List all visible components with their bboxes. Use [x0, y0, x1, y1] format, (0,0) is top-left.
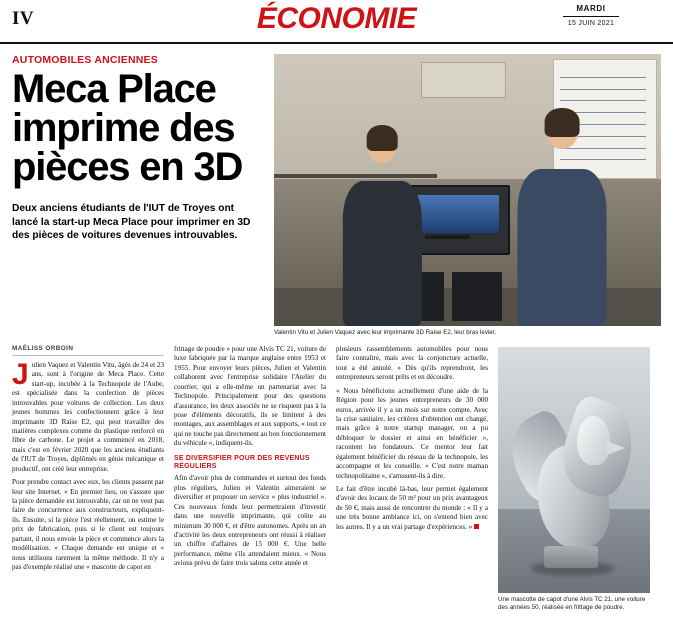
body-column-1 [12, 345, 164, 612]
secondary-photo-column [498, 347, 650, 612]
person-hair [367, 125, 398, 151]
section-title: ÉCONOMIE [256, 2, 417, 35]
paragraph: « Nous bénéficions actuellement d'une aide de la Région pour les jeunes entrepreneurs de 30 000 euros, arrivée il y a un mois sur notre compte. Avec la crise sanitaire, les critères d'obtention ont changé, mais grâce à notre startup manager, on a pu débloquer le dossier et ainsi en bénéficier », racontent les fondateurs. Ce mentor leur fait également bénéficier du réseau de la technopole, les accompagne et les conseille. « C'est notre maman technopolitaine », s'amusent-ils à dire. [336, 386, 488, 480]
article-standfirst: Deux anciens étudiants de l'IUT de Troyes ont lancé la start-up Meca Place pour imprimer en 3D des pièces de voitures devenues introuvables. [12, 203, 251, 242]
person-torso [343, 181, 421, 326]
sub-headline: SE DIVERSIFIER POUR DES REVENUS RÉGULIERS [174, 454, 310, 471]
photo-equipment-right [452, 272, 502, 321]
photo-person-right [514, 108, 611, 326]
main-photo-column [274, 54, 661, 337]
drop-cap: J [12, 358, 29, 392]
person-torso [518, 169, 607, 326]
paragraph: Afin d'avoir plus de commandes et surtout des fonds plus réguliers, Julien et Valentin aimeraient se diversifier et proposer un service « plus industriel ». Ces nouveaux fonds leur permettraient d'investir dans une nouvelle imprimante, qui coûte au minimum 30 000 €, et d'être autonomes. Après un an d'activité les deux entrepreneurs ont réussi à réaliser un chiffre d'affaires de 15 000 €. Une belle performance, même s'ils attendaient mieux. « Nous avions prévu de faire trois salons cette année et [174, 474, 326, 568]
body-column-3 [336, 345, 488, 612]
main-photo-caption: Valentin Vitu et Julien Vaquez avec leur imprimante 3D Raise E2, leur bras levier. [274, 329, 497, 336]
page-number: IV [12, 8, 35, 29]
paragraph: plusieurs rassemblements automobiles pour nous faire connaître, mais avec la conjoncture actuelle, tout a été annulé. » Dès qu'ils reprendront, les entrepreneurs seront prêts et en découdre. [336, 345, 488, 382]
body-column-2 [174, 345, 326, 612]
paragraph-text: Le fait d'être incubé là-bas, leur permet également d'avoir des locaux de 50 m² pour un prix avantageux de 50 €, mais aussi de rencontrer du monde : « Il y a une très bonne ambiance ici, on s'entend bien avec les autres. Il y a un vrai partage d'expériences. » [336, 484, 488, 531]
eagle-photo-caption: Une mascotte de capot d'une Alvis TC 21, une voiture des années 50, réalisée en frittage de poudre. [498, 596, 646, 612]
printer-base [425, 235, 470, 239]
photo-person-left [340, 125, 425, 326]
article-kicker: AUTOMOBILES ANCIENNES [12, 54, 158, 66]
main-photo [274, 54, 661, 326]
article-header-area [0, 44, 673, 337]
eagle-base [544, 546, 599, 568]
paragraph-text: ulien Vaquez et Valentin Vitu, âgés de 24 et 23 ans, sont à l'origine de Meca Place. Cette start-up, incubée à la Technopole de l'Aube, est spécialisée dans la confection de pièces introuvables pour voitures de collection. Les deux jeunes hommes les confectionnent grâce à leur imprimante 3D Raise E2, qui peut travailler des matières complexes comme du plastique renforcé en fibre de carbone. Le projet a commencé en 2018, mais c'est en février 2020 que les anciens étudiants de l'IUT de Troyes, diplômés en génie mécanique et productif, ont créé leur entreprise. [12, 361, 164, 473]
photo-poster [421, 62, 506, 97]
article-body [0, 337, 673, 612]
masthead [0, 0, 673, 44]
person-hair [545, 108, 580, 136]
page-title: Meca Place imprime des pièces en 3D [12, 67, 243, 189]
eagle-head [577, 416, 610, 465]
byline: MAËLISS ORBOIN [12, 345, 164, 356]
headline-column [12, 54, 262, 337]
eagle-beak [607, 441, 625, 455]
date-full: 15 JUIN 2021 [567, 20, 615, 27]
date-day: MARDI [576, 4, 606, 13]
paragraph: frittage de poudre » pour une Alvis TC 21, voiture de luxe fabriquée par la marque anglaise entre 1953 et 1955. Pour envoyer leurs pièces, Julien et Valentin collaborent avec l'entreprise solidaire l'Atelier du courrier, qui a elle-même un partenariat avec la Technopole. Principalement pour des questions d'assurance, les deux associés ne se risquent pas à la pose d'éléments décoratifs, ils se limitent à des montages, aux assemblages et aux supports, « tout ce qui ne touche pas directement au bon fonctionnement du véhicule », indiquent-ils. [174, 345, 326, 448]
paragraph [336, 485, 488, 532]
end-mark [474, 524, 479, 529]
paragraph: Pour prendre contact avec eux, les clients passent par leur site Internet. « En premier lieu, on s'assure que la pièce demandée est introuvable, car on ne veut pas faire de concurrence aux constructeurs, expliquent-ils. Ensuite, si la pièce l'est réellement, on estime le prix de fabrication, puis si le client est toujours partant, il nous envoie la pièce et commence alors la modélisation. » Chaque demande est unique et « nous utilisons rarement la même méthode. Il n'y a pas d'exemple réalisé une « mascotte de capot en [12, 478, 164, 571]
eagle-mascot-photo [498, 347, 650, 593]
paragraph [12, 358, 164, 474]
